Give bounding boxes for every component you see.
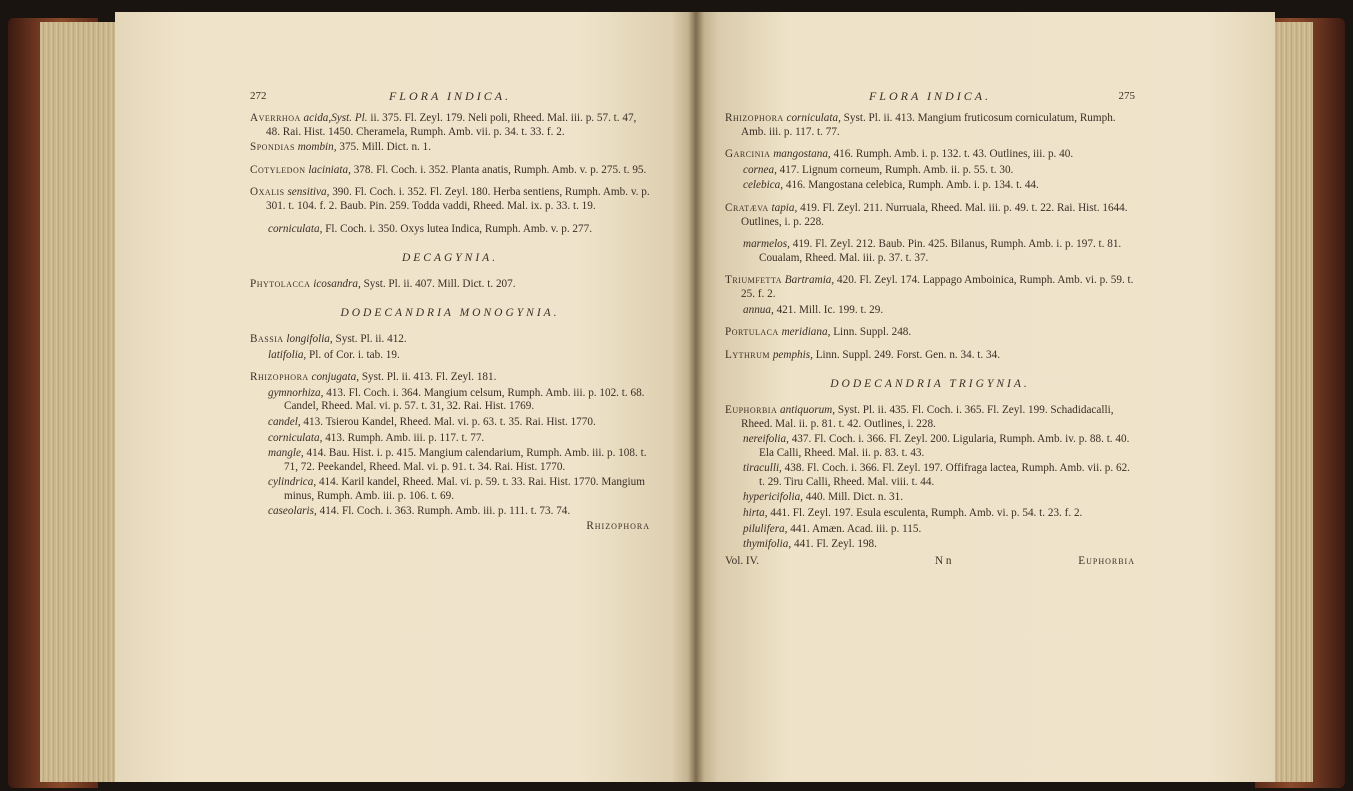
subentry-bassia-latifolia: latifolia, Pl. of Cor. i. tab. 19.: [268, 348, 400, 361]
entry-rhizophora-corniculata: Rhizophora corniculata, Syst. Pl. ii. 413. Mangium fruticosum corniculatum, Rumph. Amb. iii. p. 117. t. 77.: [725, 112, 1116, 138]
subentry-garcinia: celebica, 416. Mangostana celebica, Rumph. Amb. i. p. 134. t. 44.: [743, 179, 1039, 192]
left-page-header: [250, 90, 650, 106]
section-heading-dodecandria-trigynia: DODECANDRIA TRIGYNIA.: [830, 378, 1030, 391]
volume-label: Vol. IV.: [725, 554, 760, 567]
subentry-euphorbia: pilulifera, 441. Amæn. Acad. iii. p. 115.: [743, 522, 922, 535]
book-gutter: [688, 12, 704, 782]
signature-mark: N n: [935, 554, 952, 567]
entry-crataeva: Cratæva tapia, 419. Fl. Zeyl. 211. Nurruala, Rheed. Mal. iii. p. 49. t. 22. Rai. Hist. 1644. Outlines, i. p. 228.: [725, 201, 1128, 228]
subentry-rhizophora: cylindrica, 414. Karil kandel, Rheed. Mal. vi. p. 59. t. 33. Rai. Hist. 1770. Mangium minus, Rumph. Amb. iii. p. 106. t. 69.: [268, 476, 645, 502]
right-page-text: [725, 90, 1135, 569]
entry-spondias: Spondias mombin, 375. Mill. Dict. n. 1.: [250, 141, 432, 154]
subentry-crataeva-marmelos: marmelos, 419. Fl. Zeyl. 212. Baub. Pin. 425. Bilanus, Rumph. Amb. i. p. 197. t. 81. Coualam, Rheed. Mal. iii. p. 37. t. 37.: [743, 238, 1122, 264]
left-catchword: Rhizophora: [586, 520, 650, 533]
subentry-rhizophora: corniculata, 413. Rumph. Amb. iii. p. 117. t. 77.: [268, 431, 485, 444]
subentry-rhizophora: gymnorhiza, 413. Fl. Coch. i. 364. Mangium celsum, Rumph. Amb. iii. p. 102. t. 68. Candel, Rheed. Mal. vi. p. 57. t. 31, 32. Rai. Hist. 1769.: [268, 386, 645, 413]
left-running-title: FLORA INDICA.: [388, 89, 512, 103]
section-heading-decagynia: DECAGYNIA.: [401, 252, 499, 265]
right-page-header: [725, 90, 1135, 106]
entry-oxalis: Oxalis sensitiva, 390. Fl. Coch. i. 352. Fl. Zeyl. 180. Herba sentiens, Rumph. Amb. v. p. 301. t. 104. f. 2. Baub. Pin. 259. Todda vaddi, Rheed. Mal. ix. p. 33. t. 19.: [250, 186, 650, 212]
subentry-garcinia: cornea, 417. Lignum corneum, Rumph. Amb. ii. p. 55. t. 30.: [743, 163, 1014, 176]
entry-garcinia: Garcinia mangostana, 416. Rumph. Amb. i. p. 132. t. 43. Outlines, iii. p. 40.: [725, 148, 1074, 161]
subentry-rhizophora: mangle, 414. Bau. Hist. i. p. 415. Mangium calendarium, Rumph. Amb. iii. p. 108. t. 71, 72. Peekandel, Rheed. Mal. vi. p. 91. t. 34. Rai. Hist. 1770.: [268, 447, 647, 473]
entry-phytolacca: Phytolacca icosandra, Syst. Pl. ii. 407. Mill. Dict. t. 207.: [250, 277, 516, 290]
subentry-rhizophora: candel, 413. Tsierou Kandel, Rheed. Mal. vi. p. 63. t. 35. Rai. Hist. 1770.: [268, 415, 596, 428]
subentry-euphorbia: nereifolia, 437. Fl. Coch. i. 366. Fl. Zeyl. 200. Ligularia, Rumph. Amb. iv. p. 88. t. 40. Ela Calli, Rheed. Mal. ii. p. 83. t. 43.: [743, 433, 1130, 459]
right-page-footer: [725, 555, 1135, 569]
right-running-title: FLORA INDICA.: [868, 89, 992, 103]
subentry-euphorbia: hypericifolia, 440. Mill. Dict. n. 31.: [743, 491, 904, 504]
subentry-euphorbia: hirta, 441. Fl. Zeyl. 197. Esula esculenta, Rumph. Amb. vi. p. 54. t. 23. f. 2.: [743, 507, 1083, 520]
entry-portulaca: Portulaca meridiana, Linn. Suppl. 248.: [725, 326, 912, 339]
left-page-text: [250, 90, 650, 534]
subentry-triumfetta-annua: annua, 421. Mill. Ic. 199. t. 29.: [743, 303, 884, 316]
right-page-number: 275: [1118, 90, 1135, 102]
entry-lythrum: Lythrum pemphis, Linn. Suppl. 249. Forst. Gen. n. 34. t. 34.: [725, 348, 1000, 361]
left-page-number: 272: [250, 90, 267, 102]
entry-cotyledon: Cotyledon laciniata, 378. Fl. Coch. i. 352. Planta anatis, Rumph. Amb. v. p. 275. t. 95.: [250, 163, 647, 176]
entry-rhizophora-conjugata: Rhizophora conjugata, Syst. Pl. ii. 413. Fl. Zeyl. 181.: [250, 371, 497, 384]
entry-bassia: Bassia longifolia, Syst. Pl. ii. 412.: [250, 332, 407, 345]
entry-euphorbia: Euphorbia antiquorum, Syst. Pl. ii. 435. Fl. Coch. i. 365. Fl. Zeyl. 199. Schadidacalli, Rheed. Mal. ii. p. 81. t. 42. Outlines, i. 228.: [725, 403, 1114, 430]
subentry-rhizophora: caseolaris, 414. Fl. Coch. i. 363. Rumph. Amb. iii. p. 111. t. 73. 74.: [268, 505, 571, 518]
entry-averrhoa: Averrhoa acida,Syst. Pl. ii. 375. Fl. Zeyl. 179. Neli poli, Rheed. Mal. iii. p. 57. t. 47, 48. Rai. Hist. 1450. Cheramela, Rumph. Amb. vii. p. 34. t. 33. f. 2.: [250, 112, 637, 138]
subentry-euphorbia: thymifolia, 441. Fl. Zeyl. 198.: [743, 538, 877, 551]
entry-triumfetta: Triumfetta Bartramia, 420. Fl. Zeyl. 174. Lappago Amboinica, Rumph. Amb. vi. p. 59. t. 25. f. 2.: [725, 274, 1134, 300]
right-catchword: Euphorbia: [1078, 554, 1135, 567]
subentry-oxalis-corniculata: corniculata, Fl. Coch. i. 350. Oxys lutea Indica, Rumph. Amb. v. p. 277.: [268, 222, 593, 235]
subentry-euphorbia: tiraculli, 438. Fl. Coch. i. 366. Fl. Zeyl. 197. Offifraga lactea, Rumph. Amb. vii. p. 62. t. 29. Tiru Calli, Rheed. Mal. viii. t. 44.: [743, 462, 1130, 488]
section-heading-dodecandria-monogynia: DODECANDRIA MONOGYNIA.: [340, 307, 560, 320]
